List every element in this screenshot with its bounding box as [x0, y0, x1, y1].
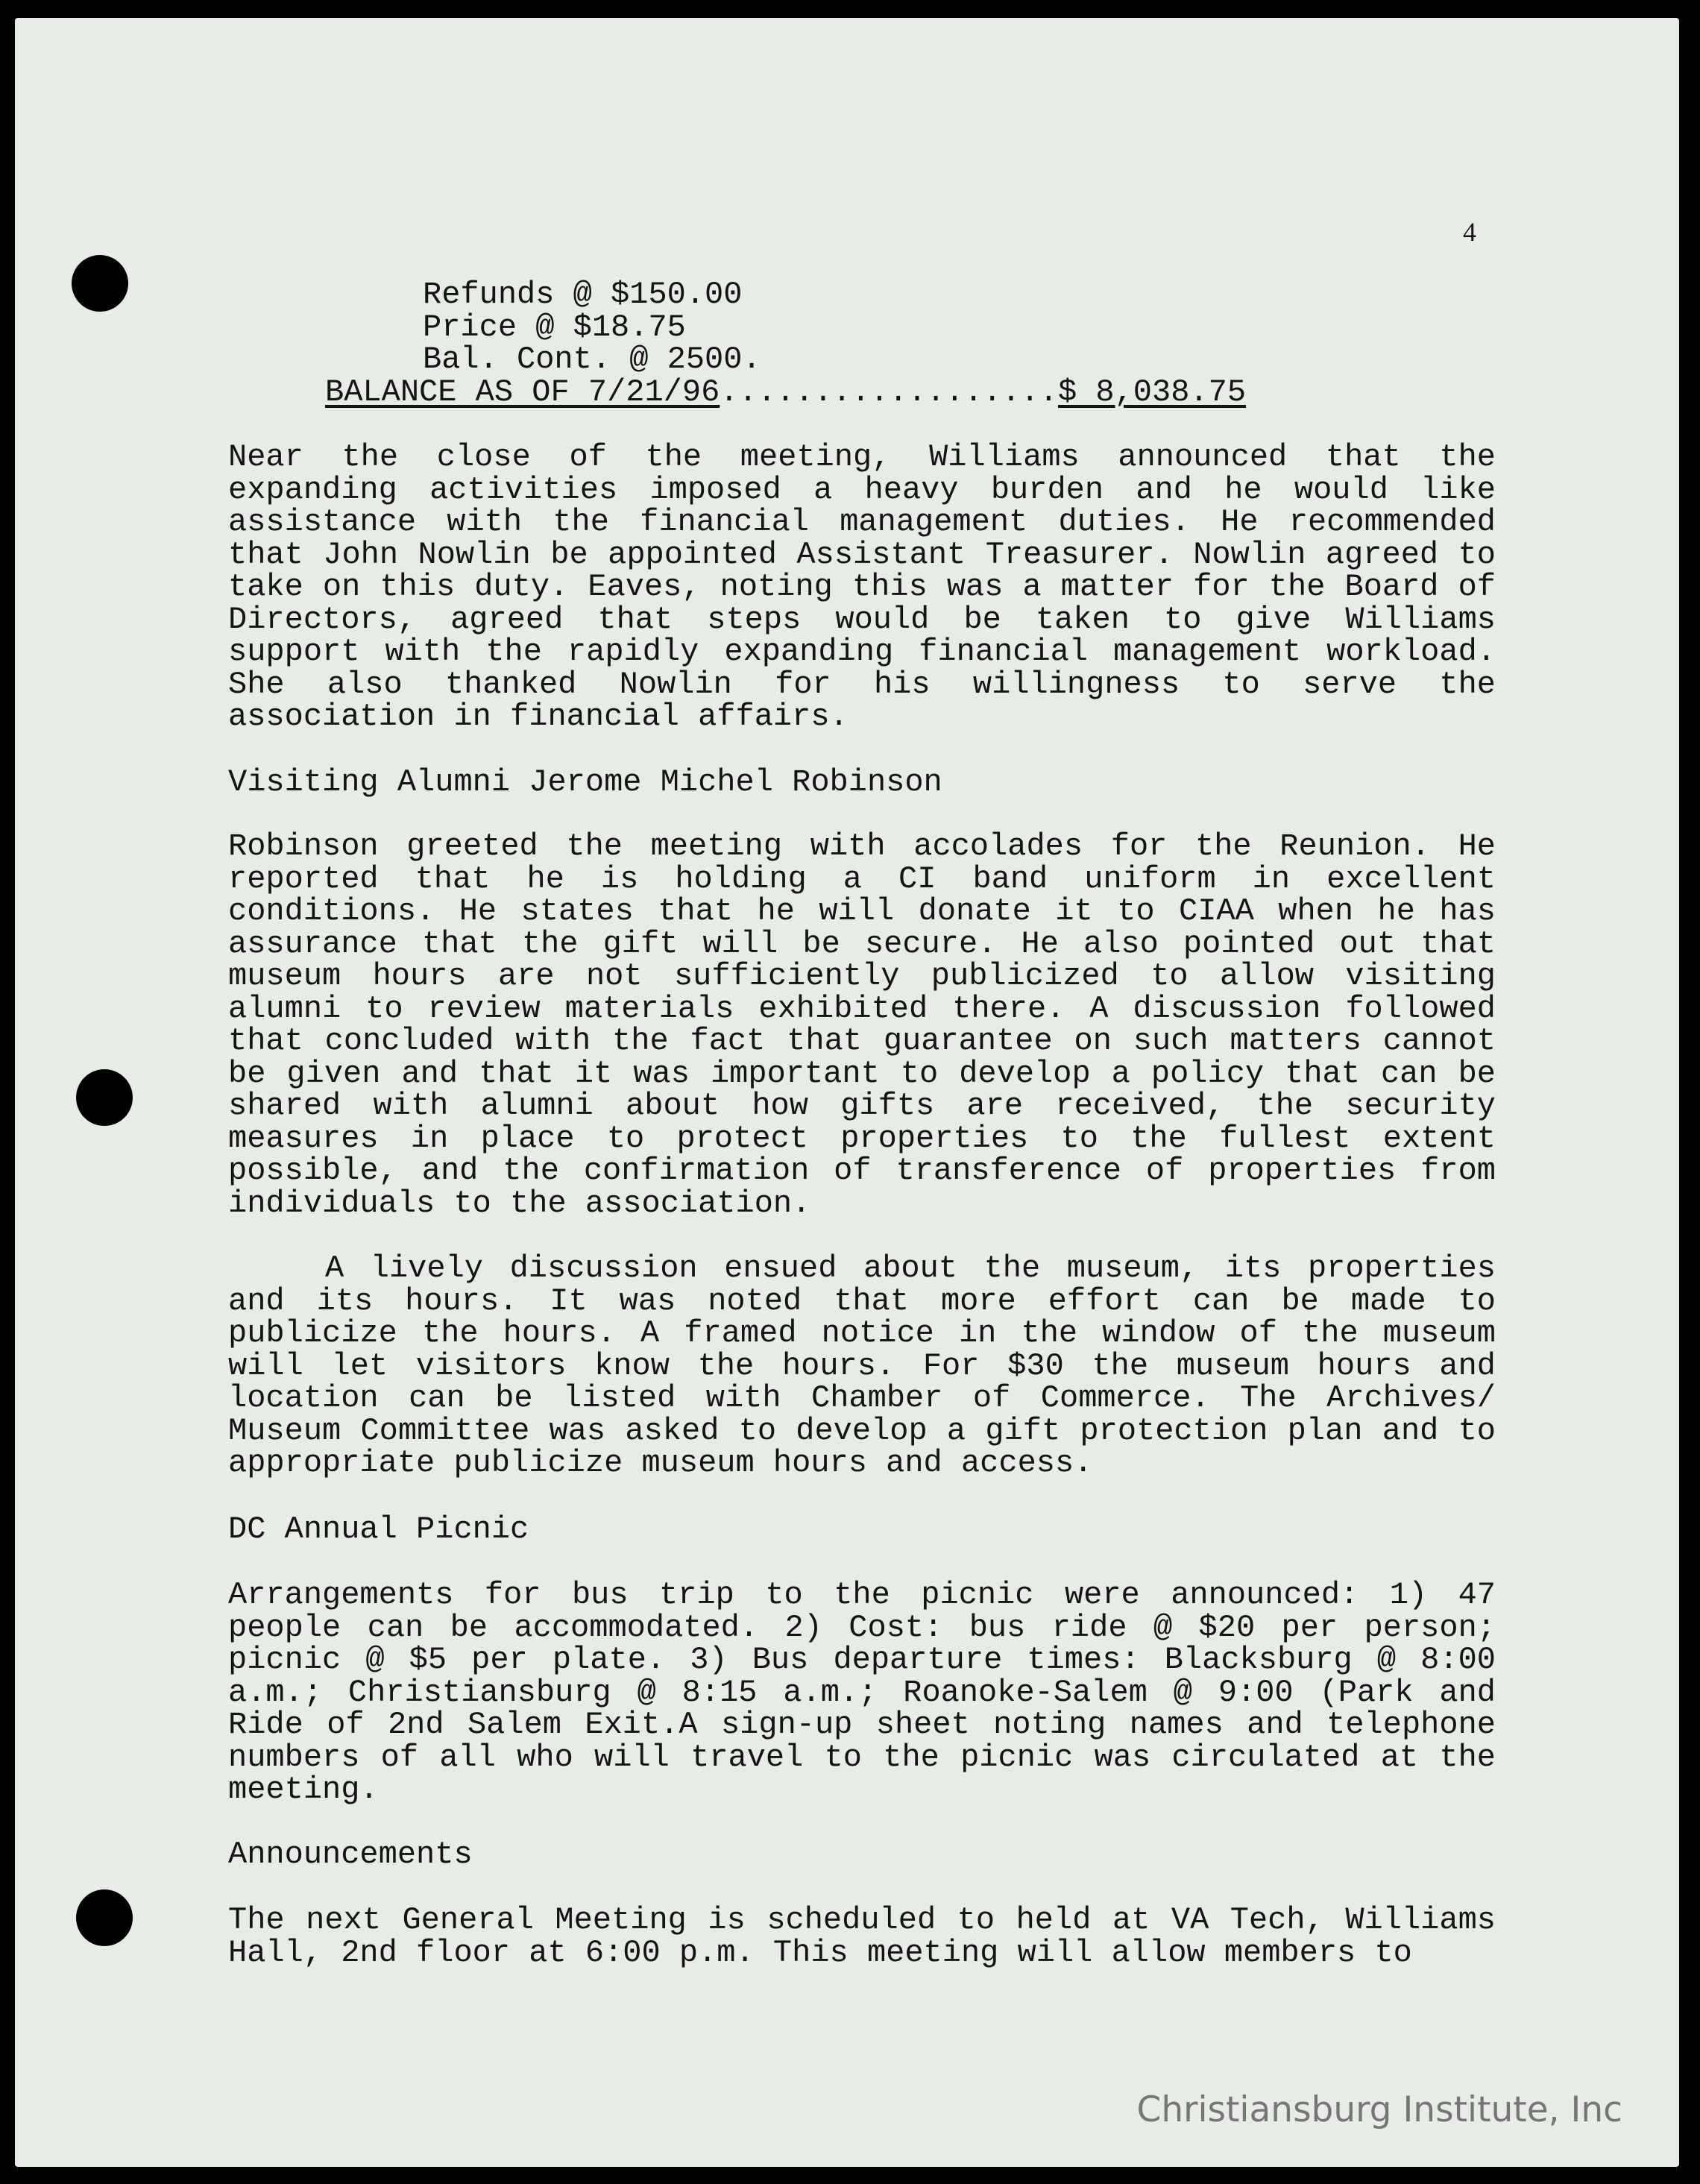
section-heading-visiting-alumni: Visiting Alumni Jerome Michel Robinson [228, 764, 942, 800]
watermark: Christiansburg Institute, Inc [1136, 2089, 1622, 2130]
page-number: 4 [1463, 217, 1476, 247]
binder-hole [76, 1069, 133, 1126]
balance-line [325, 374, 1247, 410]
finance-item-refunds: Refunds @ $150.00 [423, 277, 743, 312]
section-heading-dc-annual-picnic: DC Annual Picnic [228, 1511, 529, 1547]
paragraph-robinson: Robinson greeted the meeting with accolades for the Reunion. He reported that he is holding a CI band uniform in excellent conditions. He states that he will donate it to CIAA when he has assurance that the gift will be secure. He also pointed out that museum hours are not sufficiently publicized to allow visiting alumni to review materials exhibited there. A discussion followed that concluded with the fact that guarantee on such matters cannot be given and that it was important to develop a policy that can be shared with alumni about how gifts are received, the security measures in place to protect properties to the fullest extent possible, and the confirmation of transference of properties from individuals to the association. [228, 828, 1496, 1221]
balance-amount: $ 8,038.75 [1057, 374, 1247, 410]
binder-hole [76, 1889, 133, 1946]
finance-item-balance-contribution: Bal. Cont. @ 2500. [423, 342, 761, 377]
paragraph-picnic-arrangements: Arrangements for bus trip to the picnic were announced: 1) 47 people can be accommodated. 2) Cost: bus ride @ $20 per person; picnic @ $5 per plate. 3) Bus departure times: Blacksburg @ 8:00 a.m.; Christiansburg @ 8:15 a.m.; Roanoke-Salem @ 9:00 (Park and Ride of 2nd Salem Exit.A sign-up sheet noting names and telephone numbers of all who will travel to the picnic was circulated at the meeting. [228, 1577, 1496, 1807]
paragraph-next-meeting: The next General Meeting is scheduled to held at VA Tech, Williams Hall, 2nd floor at 6:00 p.m. This meeting will allow members to [228, 1902, 1496, 1971]
section-heading-announcements: Announcements [228, 1837, 473, 1872]
finance-item-price: Price @ $18.75 [423, 309, 686, 345]
balance-leader: .................. [720, 374, 1058, 410]
paragraph-financial-management: Near the close of the meeting, Williams announced that the expanding activities imposed a heavy burden and he would like assistance with the financial management duties. He recommended that John Nowlin be appointed Assistant Treasurer. Nowlin agreed to take on this duty. Eaves, noting this was a matter for the Board of Directors, agreed that steps would be taken to give Williams support with the rapidly expanding financial management workload. She also thanked Nowlin for his willingness to serve the association in financial affairs. [228, 439, 1496, 734]
binder-hole [72, 255, 128, 312]
balance-label: BALANCE AS OF 7/21/96 [325, 374, 720, 410]
paragraph-museum-discussion: A lively discussion ensued about the museum, its properties and its hours. It was noted that more effort can be made to publicize the hours. A framed notice in the window of the museum will let visitors know the hours. For $30 the museum hours and location can be listed with Chamber of Commerce. The Archives/ Museum Committee was asked to develop a gift protection plan and to appropriate publicize museum hours and access. [228, 1250, 1496, 1481]
